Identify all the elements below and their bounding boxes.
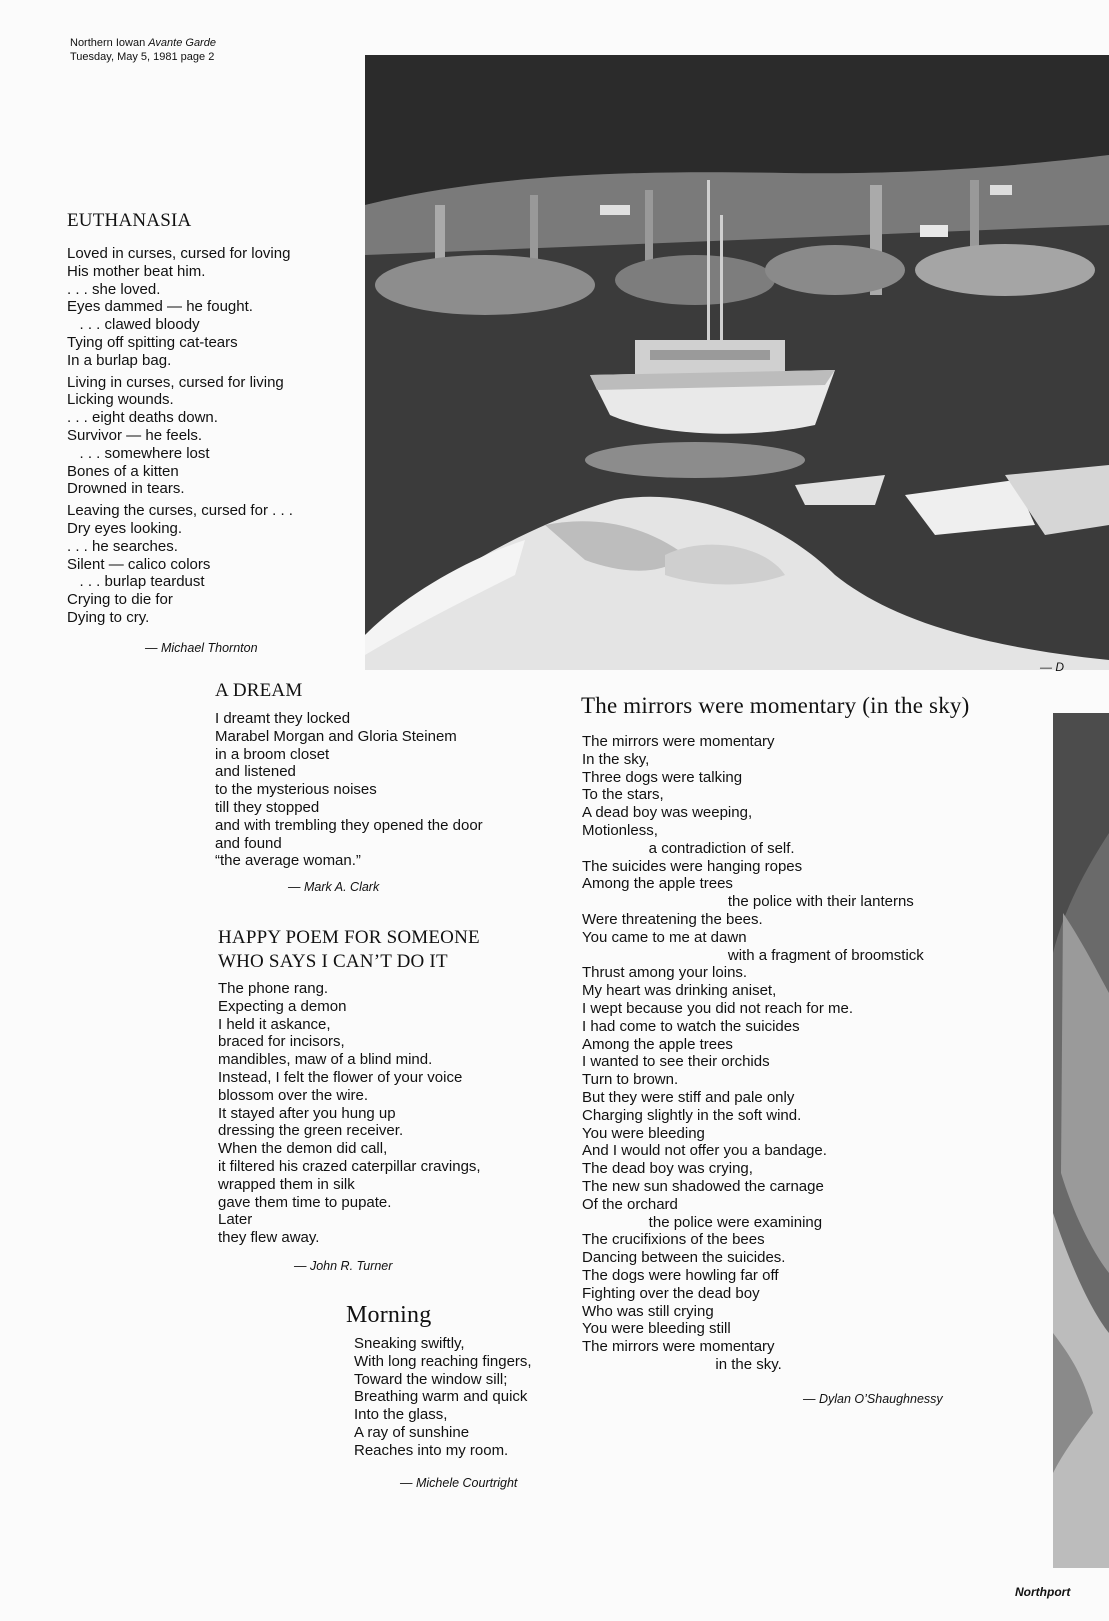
poem-title-line-2: WHO SAYS I CAN’T DO IT: [218, 951, 448, 972]
photo-credit: — D: [1040, 660, 1064, 674]
poem-line: Loved in curses, cursed for loving: [67, 245, 291, 262]
poem-line: Of the orchard: [582, 1195, 678, 1213]
poem-line: . . . she loved.: [67, 280, 161, 298]
poem-line: . . . eight deaths down.: [67, 409, 218, 427]
poem-line: Into the glass,: [354, 1406, 448, 1424]
poem-line: Toward the window sill;: [354, 1370, 508, 1388]
poem-line: I wanted to see their orchids: [582, 1053, 770, 1071]
poem-line: “the average woman.”: [215, 852, 361, 870]
poem-line: The new sun shadowed the carnage: [582, 1177, 824, 1195]
poem-line: Eyes dammed — he fought.: [67, 298, 253, 316]
poem-line: Later: [218, 1211, 253, 1229]
masthead-publication: [70, 36, 216, 50]
poem-line: Turn to brown.: [582, 1071, 679, 1089]
poem-line: . . . burlap teardust: [67, 573, 205, 591]
poem-line: dressing the green receiver.: [218, 1122, 404, 1140]
poem-body: [218, 980, 481, 1247]
poem-line: It stayed after you hung up: [218, 1104, 396, 1122]
poem-line: A dead boy was weeping,: [582, 804, 753, 822]
poem-line: A ray of sunshine: [354, 1423, 470, 1441]
poem-line: I dreamt they locked: [215, 710, 351, 727]
poem-line: braced for incisors,: [218, 1033, 345, 1051]
poem-title: A DREAM: [215, 680, 303, 701]
poem-line: Living in curses, cursed for living: [67, 373, 284, 391]
poem-line: Instead, I felt the flower of your voice: [218, 1068, 463, 1086]
harbor-boats-illustration: [365, 55, 1109, 670]
poem-line: the police with their lanterns: [582, 893, 914, 911]
poem-line: I held it askance,: [218, 1015, 331, 1033]
poem-line: The suicides were hanging ropes: [582, 857, 803, 875]
poem-line: Expecting a demon: [218, 997, 347, 1015]
poem-line: Bones of a kitten: [67, 462, 179, 480]
poem-line: Marabel Morgan and Gloria Steinem: [215, 727, 457, 745]
poem-line: and found: [215, 834, 282, 852]
poem-title: Morning: [346, 1302, 432, 1328]
poem-body: [581, 733, 969, 1374]
poem-line: Silent — calico colors: [67, 555, 211, 573]
poem-line: Charging slightly in the soft wind.: [582, 1106, 802, 1124]
poem-line: . . . somewhere lost: [67, 444, 210, 462]
poem-line: Survivor — he feels.: [67, 426, 203, 444]
poem-body: [346, 1335, 532, 1460]
poem-line: wrapped them in silk: [218, 1175, 355, 1193]
poem-line: The dogs were howling far off: [582, 1266, 779, 1284]
poem-line: . . . he searches.: [67, 537, 178, 555]
poem-line: Three dogs were talking: [582, 768, 743, 786]
poem-line: in the sky.: [582, 1355, 782, 1373]
poem-line: His mother beat him.: [67, 262, 206, 280]
poem-line: a contradiction of self.: [582, 839, 795, 857]
poem-author: — Dylan O’Shaughnessy: [803, 1391, 943, 1406]
poem-line: Among the apple trees: [582, 875, 733, 893]
poem-title-line-1: HAPPY POEM FOR SOMEONE: [218, 927, 480, 948]
poem-line: Dying to cry.: [67, 608, 150, 626]
poem-line: Breathing warm and quick: [354, 1388, 528, 1406]
poem-line: Were threatening the bees.: [582, 910, 763, 928]
poem-line: mandibles, maw of a blind mind.: [218, 1051, 433, 1069]
poem-line: . . . clawed bloody: [67, 316, 200, 334]
poem-line: the police were examining: [582, 1213, 823, 1231]
poem-body: [67, 245, 293, 627]
poem-line: With long reaching fingers,: [354, 1352, 532, 1370]
poem-title: EUTHANASIA: [67, 210, 192, 231]
poem-line: You came to me at dawn: [582, 928, 747, 946]
poem-morning: [346, 1302, 532, 1490]
harbor-boats-photo: [365, 55, 1109, 670]
poem-line: Sneaking swiftly,: [354, 1335, 465, 1352]
poem-line: Motionless,: [582, 821, 658, 839]
poem-author: — Michele Courtright: [400, 1475, 518, 1490]
poem-line: The crucifixions of the bees: [582, 1231, 765, 1249]
poem-line: it filtered his crazed caterpillar cravings,: [218, 1157, 481, 1175]
poem-line: When the demon did call,: [218, 1140, 388, 1158]
poem-line: Crying to die for: [67, 591, 173, 609]
poem-body: [215, 710, 483, 870]
poem-euthanasia: [67, 210, 293, 655]
poem-line: You were bleeding still: [582, 1320, 731, 1338]
poem-line: And I would not offer you a bandage.: [582, 1142, 827, 1160]
section-name: Avante Garde: [148, 37, 216, 49]
poem-line: and listened: [215, 763, 296, 781]
poem-author: — Michael Thornton: [145, 640, 258, 655]
poem-line: But they were stiff and pale only: [582, 1088, 795, 1106]
poem-line: I wept because you did not reach for me.: [582, 999, 853, 1017]
masthead-date: Tuesday, May 5, 1981 page 2: [70, 51, 215, 63]
poem-line: In the sky,: [582, 750, 650, 768]
poem-line: The mirrors were momentary: [582, 1338, 775, 1356]
poem-line: Tying off spitting cat-tears: [67, 333, 238, 351]
poem-author: — John R. Turner: [294, 1258, 393, 1273]
poem-line: Dry eyes looking.: [67, 519, 183, 537]
poem-line: gave them time to pupate.: [218, 1193, 392, 1211]
poem-line: they flew away.: [218, 1229, 320, 1247]
poem-line: The mirrors were momentary: [582, 733, 775, 750]
poem-line: The phone rang.: [218, 980, 329, 997]
poem-line: till they stopped: [215, 798, 320, 816]
publication-name: Northern Iowan: [70, 37, 146, 49]
poem-line: Reaches into my room.: [354, 1441, 509, 1459]
poem-line: I had come to watch the suicides: [582, 1017, 800, 1035]
poem-line: Among the apple trees: [582, 1035, 733, 1053]
poem-line: in a broom closet: [215, 745, 330, 763]
poem-line: and with trembling they opened the door: [215, 816, 483, 834]
poem-mirrors: [581, 693, 969, 1406]
poem-line: with a fragment of broomstick: [582, 946, 924, 964]
poem-a-dream: [215, 680, 483, 894]
poem-line: Who was still crying: [582, 1302, 714, 1320]
poem-line: Fighting over the dead boy: [582, 1284, 760, 1302]
poem-line: Thrust among your loins.: [582, 964, 748, 982]
masthead: [70, 36, 216, 64]
poem-line: Leaving the curses, cursed for . . .: [67, 502, 293, 520]
poem-line: blossom over the wire.: [218, 1086, 369, 1104]
poem-line: My heart was drinking aniset,: [582, 982, 777, 1000]
poem-line: To the stars,: [582, 786, 664, 804]
poem-line: You were bleeding: [582, 1124, 705, 1142]
etching-photo: [1053, 713, 1109, 1568]
poem-line: The dead boy was crying,: [582, 1160, 753, 1178]
poem-author: — Mark A. Clark: [288, 880, 380, 895]
poem-line: to the mysterious noises: [215, 781, 377, 799]
poem-line: Licking wounds.: [67, 391, 174, 409]
poem-title: The mirrors were momentary (in the sky): [581, 693, 970, 718]
poem-line: Drowned in tears.: [67, 480, 185, 498]
bottom-caption: Northport: [1015, 1585, 1071, 1599]
poem-line: In a burlap bag.: [67, 351, 172, 369]
poem-line: Dancing between the suicides.: [582, 1249, 786, 1267]
poem-happy-poem: [218, 926, 481, 1273]
etching-illustration: [1053, 713, 1109, 1568]
